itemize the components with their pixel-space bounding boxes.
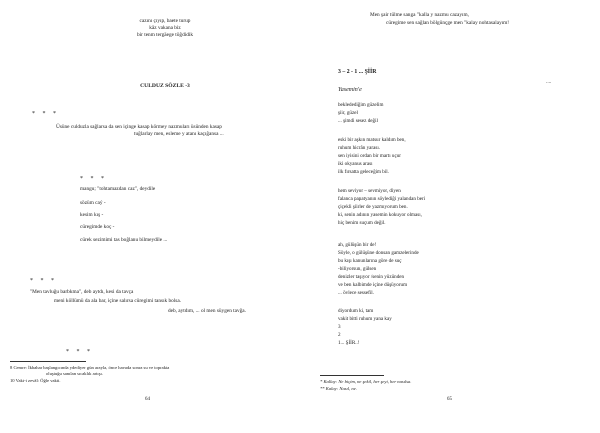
poem-line: diyordum ki, tam [338,308,374,314]
ellipsis: .... [546,79,552,85]
verse-line: cürek sezimimi tas boğlanu bilmeydile ... [80,237,168,243]
poem-line: çiçekli şiirler de yazmıyorum ben. [338,204,408,210]
poem-line: 1... ŞİİR..! [338,340,360,346]
poem-line: Söyle, o gülüşüne donsan gamzelerinde [338,250,419,256]
poem-line: eski bir aşkın matsur kaldım ben, [338,137,406,143]
star-separator: * * * [80,176,107,182]
poem-line: -biliyorsun, gülsen [338,266,377,272]
poem-line: falanca papatyanın söylediği yalandan beri [338,196,426,202]
poem-line: ... şimdi sesez değil [338,118,378,124]
page-number: 65 [447,397,452,402]
poem-line: ah, gülüşün bir de! [338,242,377,248]
top-line: kâz vakana biz [149,25,181,31]
verse-line: kesim kış - [80,212,104,218]
quote-line: "Men tavluğu barbkma", deb aytdı, kesi da tavça [30,289,134,295]
top-line: bir tenm tergäege töğdidik [137,32,193,38]
poem-title: Yasemin'e [338,87,362,93]
section-heading: 3 – 2 - 1 ... ŞİİR [338,69,377,75]
section-heading: CULDUZ SÖZLE -3 [140,83,190,89]
poem-line: 2 [338,332,341,338]
poem-line: bu kışı kanunlarına göre de suç [338,258,402,264]
footnote: oluştuğu sanılan sıcaklık artışı. [46,371,103,376]
top-line: cüregime sen sağlan bölgünçge men "kalay nohtasalayım! [386,20,510,26]
footnote: ** Kalay: Nasıl, ne. [320,386,357,391]
footnote: 10 Vakt-i zevāl: Öğle vakti. [10,378,61,383]
poem-line: sen iyisini ordan bir martı uçur [338,153,401,159]
verse-line: cüregimde koç - [80,224,115,230]
verse-line: sözüm caý - [80,200,106,206]
star-separator: * * * [66,349,93,355]
poem-line: şiir, güzel [338,110,358,116]
page-number: 64 [145,397,150,402]
top-line: Men şair tülme sanga "kalla y nazmu cazayım, [370,12,469,18]
footnote-rule [10,361,86,362]
poem-line: ilk fırsatta geleceğim bil. [338,169,389,175]
footnote: * Kallay: Ne biçim, ne şekil, her şeyi, her nasılsa. [320,379,412,384]
paragraph-line: tuğlarlay men, esleme y atanı kaçığansa ... [134,131,224,137]
poem-line: ve ben kalbimde içine düşüyorum [338,282,408,288]
poem-line: hiç benim suçum değil. [338,220,386,226]
verse-line: mangu; "tohtamazdan caz", deydile [80,186,156,192]
poem-line: iki okyanus arası [338,161,373,167]
poem-line: ki, senin adının yasemin kokuyor olması, [338,212,422,218]
right-page [300,0,600,433]
paragraph-line: Üsüne culduzla sağlarsa da sen içinge kasap körmey nazmuları üsünden kasap [56,124,222,130]
poem-line: denizler taşıyor /senin yüzünden [338,274,405,280]
top-line: cazını çıyıp, baete turup [139,18,191,24]
poem-line: ... övlece sessefil. [338,290,374,296]
star-separator: * * * [32,111,59,117]
footnote: 8 Cemre: İkbahar başlangıcında ydediyer gün arayla, önce havada sonra su ve toprakta [10,365,170,370]
quote-line: deb, aytdım, ... ol men süygen tavğa. [168,308,246,314]
poem-line: vakit bitti ruhum yana kay [338,316,392,322]
poem-line: hem seviyor – sevmiyor, diyen [338,188,401,194]
quote-line: meni köllümü da ala bar, içine salırsa cüregimi tansık bolsa. [54,298,182,304]
star-separator: * * * [30,278,57,284]
poem-line: bekledediğim güzelim [338,102,384,108]
footnote-rule [320,375,384,376]
poem-line: ruhum hicrân yarası. [338,145,381,151]
poem-line: 3 [338,324,341,330]
